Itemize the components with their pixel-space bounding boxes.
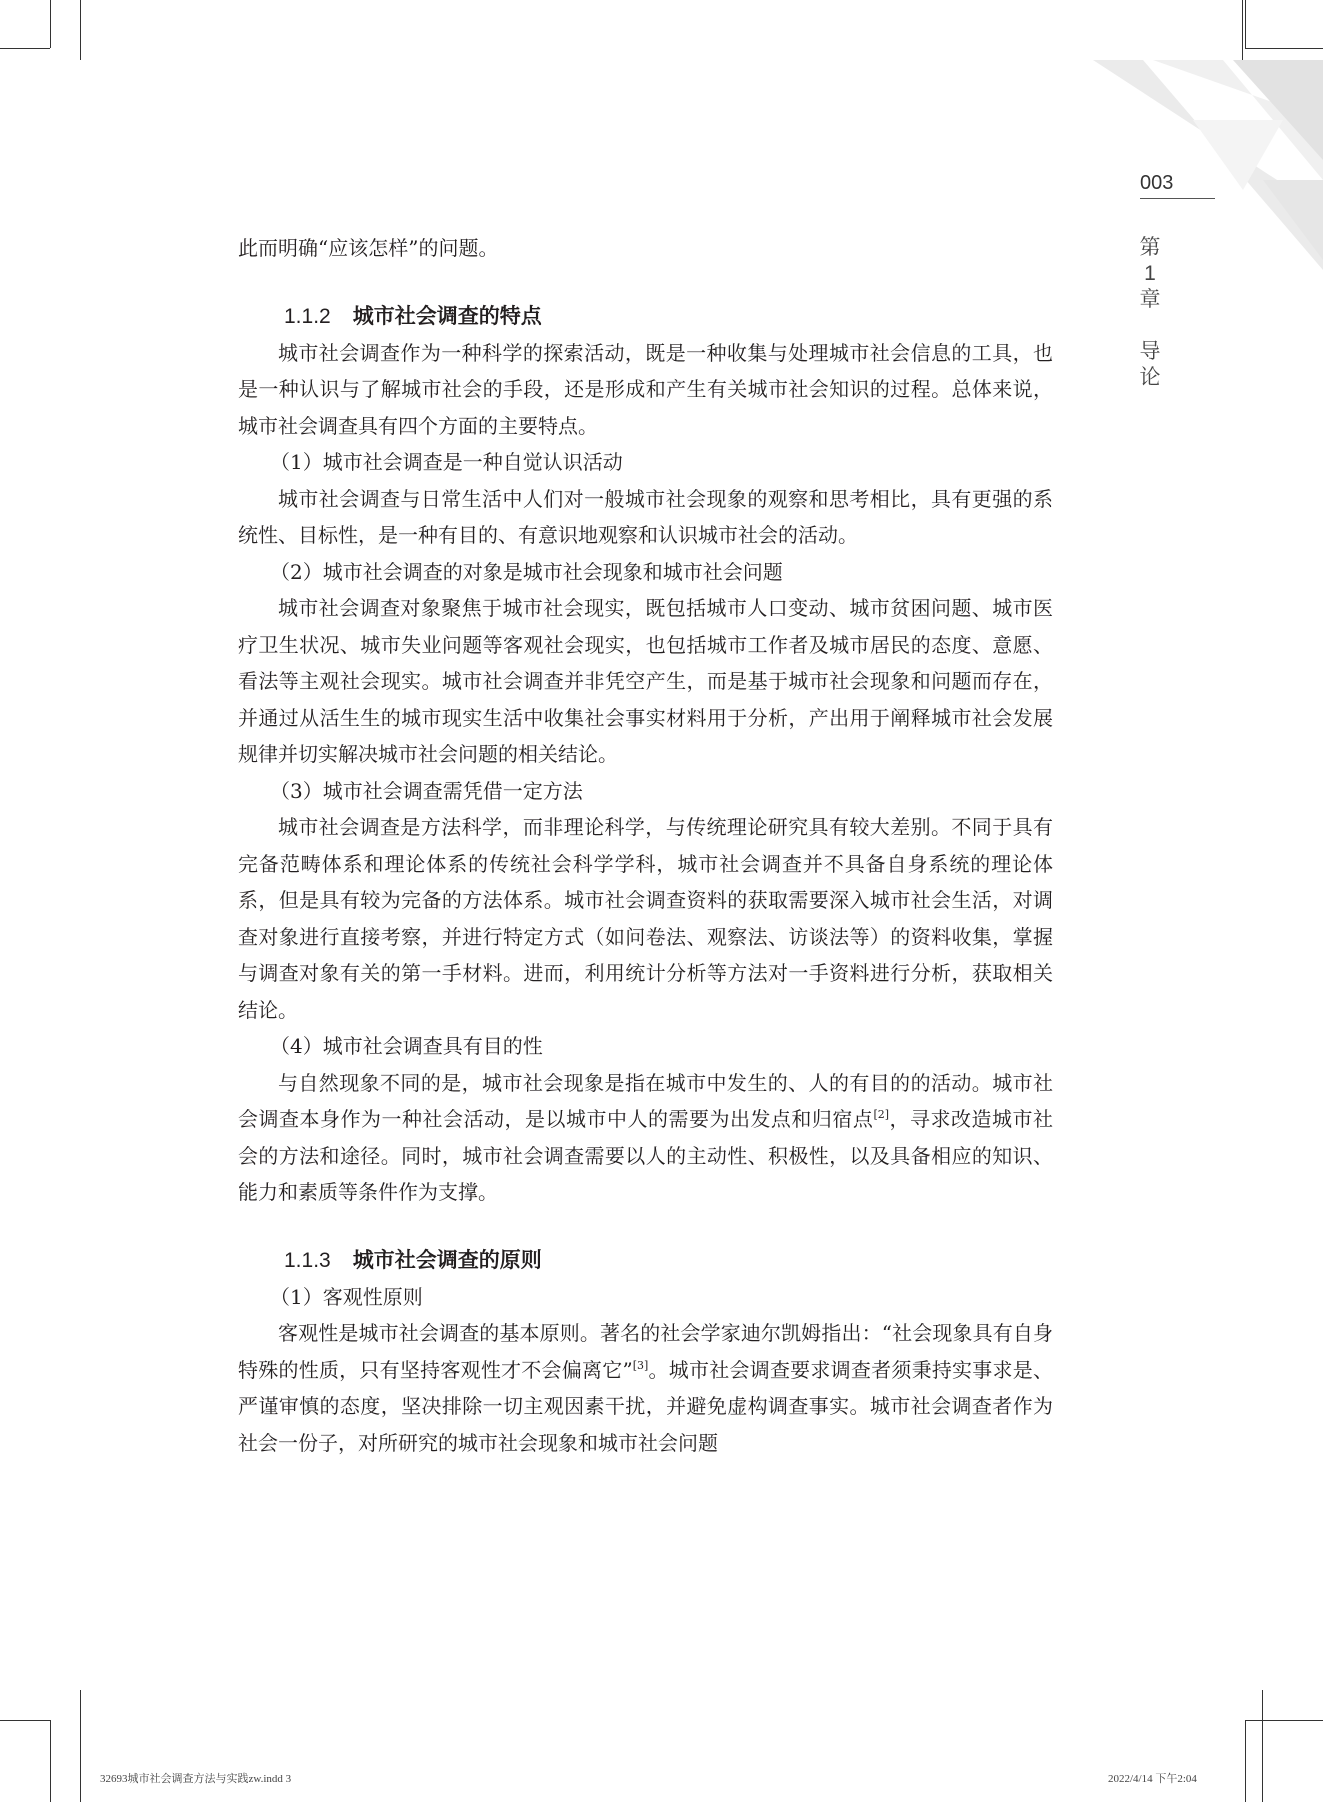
text-run: 与自然现象不同的是，城市社会现象是指在城市中发生的、人的有目的的活动。城市社会调查本身作为一种社会活动，是以城市中人的需要为出发点和归宿点 xyxy=(238,1070,1053,1131)
section-number: 1.1.2 xyxy=(284,304,331,328)
chapter-label: 第 1 章 导 论 xyxy=(1139,236,1161,389)
crop-mark xyxy=(1245,1720,1323,1721)
section-number: 1.1.3 xyxy=(284,1248,331,1272)
text-run: 客观性是城市社会调查的基本原则。著名的社会学家迪尔凯姆指出：“社会现象具有自身特殊的性质，只有坚持客观性才不会偏离它” xyxy=(238,1321,1053,1382)
page-number-rule xyxy=(1140,198,1215,199)
text-run: 。城市社会调查要求调查者须秉持实事求是、严谨审慎的态度，坚决排除一切主观因素干扰，并避免虚构调查事实。城市社会调查者作为社会一份子，对所研究的城市社会现象和城市社会问题 xyxy=(238,1357,1054,1455)
citation: [2] xyxy=(873,1108,890,1121)
list-item: （1）城市社会调查是一种自觉认识活动 xyxy=(270,450,623,474)
paragraph: 城市社会调查对象聚焦于城市社会现实，既包括城市人口变动、城市贫困问题、城市医疗卫生状况、城市失业问题等客观社会现实，也包括城市工作者及城市居民的态度、意愿、看法等主观社会现实。城市社会调查并非凭空产生，而是基于城市社会现象和问题而存在，并通过从活生生的城市现实生活中收集社会事实材料用于分析，产出用于阐释城市社会发展规律并切实解决城市社会问题的相关结论。 xyxy=(238,596,1053,766)
crop-mark xyxy=(50,0,51,48)
text-run: ，寻求改造城市社会的方法和途径。同时，城市社会调查需要以人的主动性、积极性，以及具备相应的知识、能力和素质等条件作为支撑。 xyxy=(238,1107,1054,1204)
decorative-triangles xyxy=(1093,60,1323,270)
footer-datetime: 2022/4/14 下午2:04 xyxy=(1108,1773,1197,1785)
paragraph: 城市社会调查是方法科学，而非理论科学，与传统理论研究具有较大差别。不同于具有完备范畴体系和理论体系的传统社会科学学科，城市社会调查并不具备自身系统的理论体系，但是具有较为完备的方法体系。城市社会调查资料的获取需要深入城市社会生活，对调查对象进行直接考察，并进行特定方式（如问卷法、观察法、访谈法等）的资料收集，掌握与调查对象有关的第一手材料。进而，利用统计分析等方法对一手资料进行分析，获取相关结论。 xyxy=(238,815,1053,1022)
paragraph xyxy=(238,1315,1053,1461)
paragraph: 此而明确“应该怎样”的问题。 xyxy=(238,236,499,260)
page-number: 003 xyxy=(1140,172,1174,194)
crop-mark xyxy=(1245,48,1323,49)
crop-mark xyxy=(80,0,81,60)
body-text xyxy=(238,230,1053,1461)
list-item: （4）城市社会调查具有目的性 xyxy=(270,1034,543,1058)
paragraph: 城市社会调查作为一种科学的探索活动，既是一种收集与处理城市社会信息的工具，也是一种认识与了解城市社会的手段，还是形成和产生有关城市社会知识的过程。总体来说，城市社会调查具有四个方面的主要特点。 xyxy=(238,340,1053,438)
footer-file-name: 32693城市社会调查方法与实践zw.indd 3 xyxy=(100,1773,292,1785)
crop-mark xyxy=(1245,0,1246,48)
section-title: 城市社会调查的特点 xyxy=(352,304,542,328)
list-item: （2）城市社会调查的对象是城市社会现象和城市社会问题 xyxy=(270,559,783,584)
list-item: （1）客观性原则 xyxy=(270,1284,423,1309)
crop-mark xyxy=(80,1690,81,1802)
section-heading xyxy=(238,1243,1053,1279)
citation: [3] xyxy=(632,1358,649,1372)
crop-mark xyxy=(0,1720,50,1721)
list-item: （3）城市社会调查需凭借一定方法 xyxy=(270,778,583,803)
crop-mark xyxy=(50,1720,51,1802)
section-title: 城市社会调查的原则 xyxy=(352,1248,542,1272)
crop-mark xyxy=(1245,1720,1246,1802)
crop-mark xyxy=(1242,0,1243,60)
paragraph xyxy=(238,1065,1053,1211)
section-heading xyxy=(238,299,1053,335)
crop-mark xyxy=(1262,1690,1263,1802)
crop-mark xyxy=(0,48,50,49)
paragraph: 城市社会调查与日常生活中人们对一般城市社会现象的观察和思考相比，具有更强的系统性、目标性，是一种有目的、有意识地观察和认识城市社会的活动。 xyxy=(238,486,1053,547)
